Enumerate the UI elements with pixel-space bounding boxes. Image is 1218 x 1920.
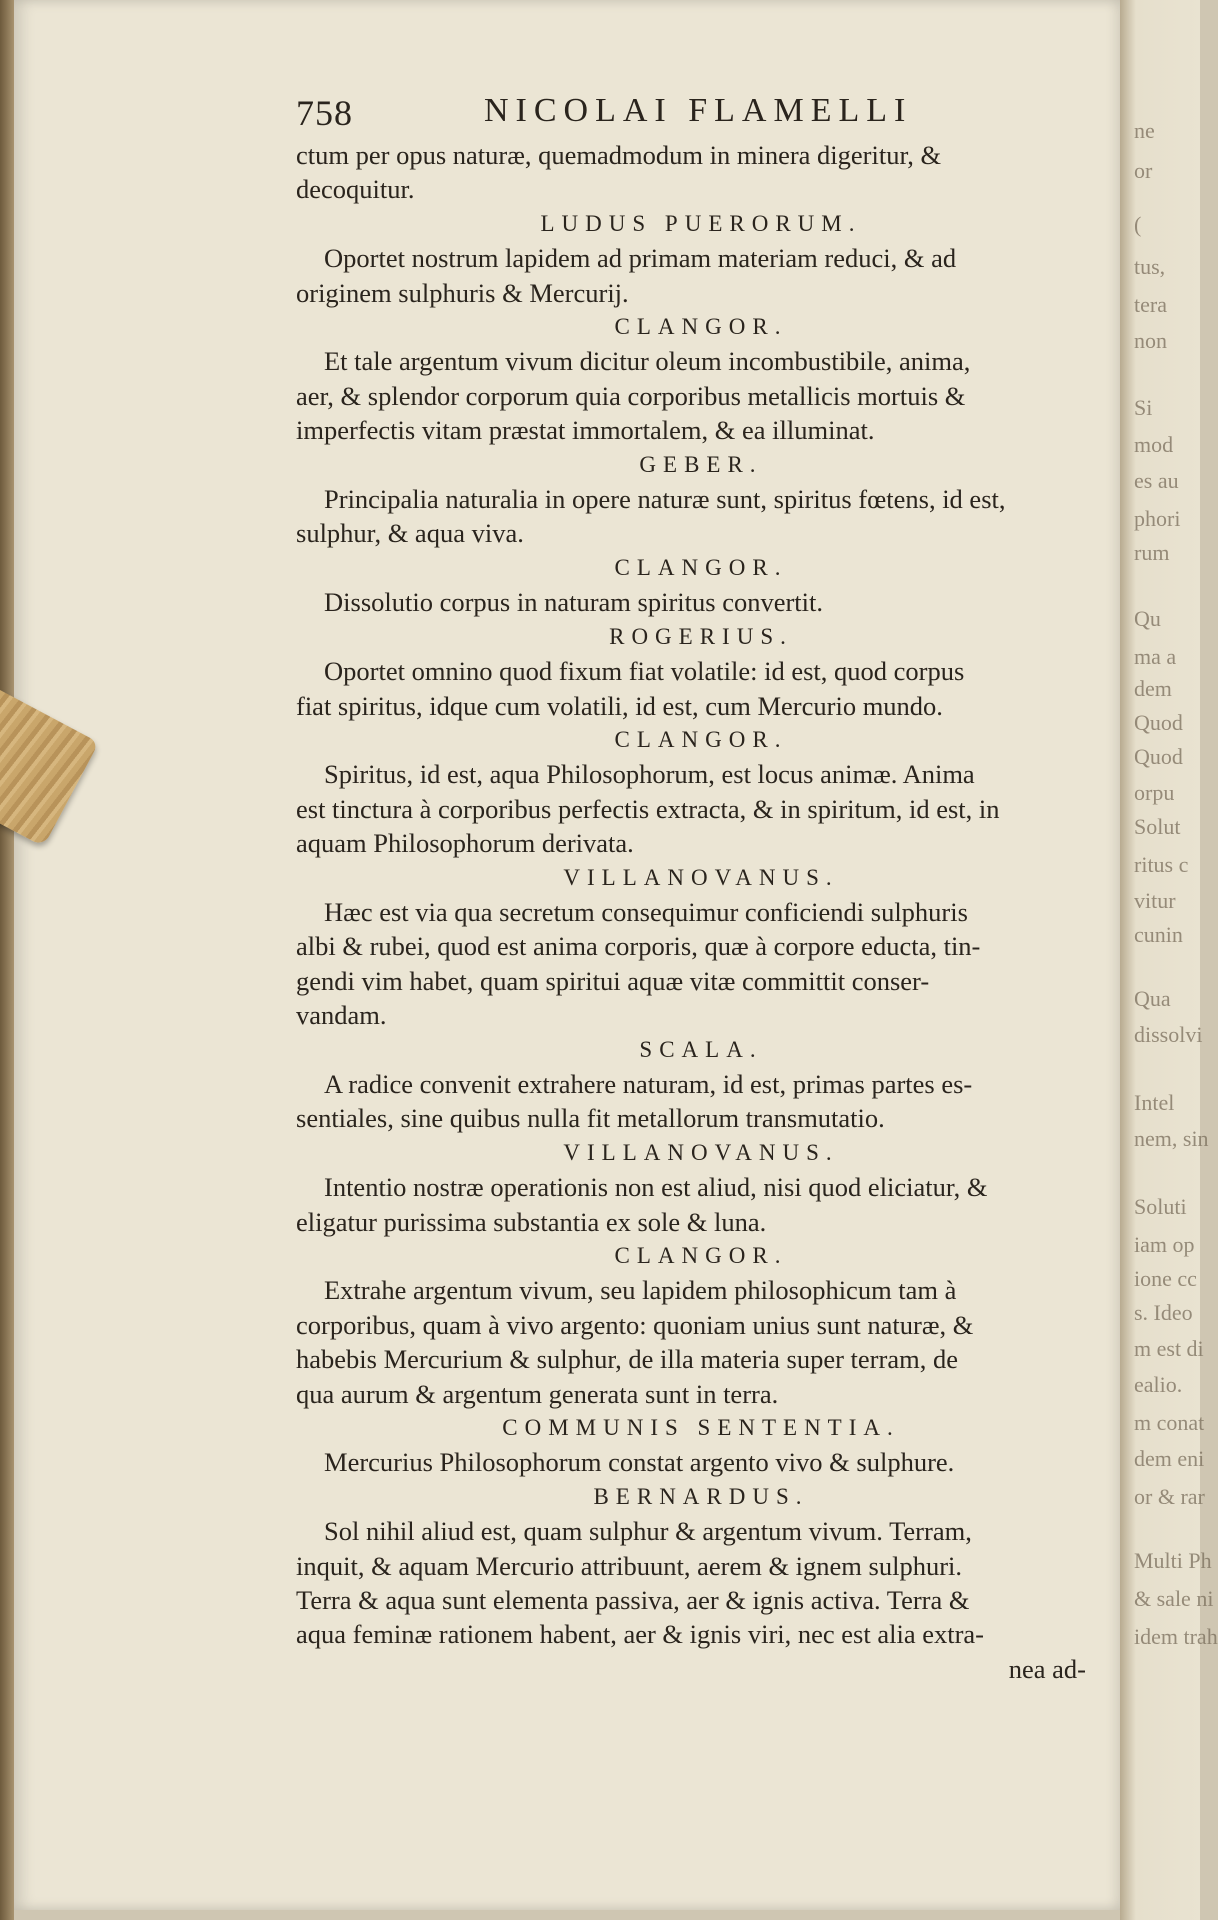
text-line: Principalia naturalia in opere naturæ sunt, spiritus fœtens, id est,: [324, 484, 1006, 515]
adjacent-page-fragment: or: [1134, 158, 1153, 183]
book-spine: [0, 0, 14, 1920]
section-heading: BERNARDUS.: [593, 1483, 809, 1509]
paragraph: [296, 757, 1106, 860]
adjacent-page-fragment: rum: [1134, 540, 1170, 565]
adjacent-page-fragment: ealio.: [1134, 1372, 1183, 1397]
adjacent-page-edge: [1120, 0, 1218, 1920]
section-heading: VILLANOVANUS.: [563, 1139, 839, 1165]
text-line: aer, & splendor corporum quia corporibus metallicis mortuis &: [296, 380, 966, 411]
text-line: sentiales, sine quibus nulla fit metallorum transmutatio.: [296, 1103, 885, 1134]
text-line: ctum per opus naturæ, quemadmodum in minera digeritur, &: [296, 140, 942, 170]
adjacent-page-fragment: ritus c: [1134, 852, 1189, 877]
adjacent-page-fragment: dissolvi: [1134, 1022, 1203, 1047]
adjacent-page-fragment: tera: [1134, 292, 1167, 317]
text-line: Sol nihil aliud est, quam sulphur & argentum vivum. Terram,: [324, 1516, 972, 1547]
text-line: originem sulphuris & Mercurij.: [296, 277, 629, 308]
text-line: Intentio nostræ operationis non est aliud, nisi quod eliciatur, &: [324, 1172, 988, 1203]
adjacent-page-fragment: idem trah: [1134, 1624, 1218, 1649]
text-line: A radice convenit extrahere naturam, id est, primas partes es-: [324, 1068, 973, 1099]
text-line: Extrahe argentum vivum, seu lapidem philosophicum tam à: [324, 1275, 957, 1306]
text-line: Mercurius Philosophorum constat argento vivo & sulphure.: [324, 1447, 955, 1478]
text-line: fiat spiritus, idque cum volatili, id est, cum Mercurio mundo.: [296, 690, 943, 721]
adjacent-page-fragment: Multi Ph: [1134, 1548, 1212, 1573]
adjacent-page-fragment: tus,: [1134, 254, 1166, 279]
adjacent-page-fragment: iam op: [1134, 1232, 1195, 1257]
text-line: qua aurum & argentum generata sunt in terra.: [296, 1378, 779, 1409]
adjacent-page-fragment: ma a: [1134, 644, 1177, 669]
paragraph: [296, 344, 1106, 447]
adjacent-page-fragment: non: [1134, 328, 1167, 353]
paragraph: [296, 1067, 1106, 1136]
page-number: 758: [296, 93, 353, 133]
text-line: Spiritus, id est, aqua Philosophorum, est locus animæ. Anima: [324, 759, 975, 790]
text-line: vandam.: [296, 1000, 387, 1031]
page-header: [296, 92, 1106, 138]
text-line: est tinctura à corporibus perfectis extracta, & in spiritum, id est, in: [296, 793, 1000, 824]
paragraph: [296, 1514, 1106, 1652]
text-line: Oportet nostrum lapidem ad primam materiam reduci, & ad: [324, 243, 957, 274]
text-line: imperfectis vitam præstat immortalem, & ea illuminat.: [296, 415, 875, 446]
adjacent-page-fragment: ne: [1134, 118, 1155, 143]
adjacent-page-fragment: es au: [1134, 468, 1179, 493]
paragraph: [296, 482, 1106, 551]
section-heading: CLANGOR.: [614, 726, 788, 752]
adjacent-page-fragment: vitur: [1134, 888, 1176, 913]
adjacent-page-fragment: & sale ni: [1134, 1586, 1214, 1611]
adjacent-page-fragment: Solut: [1134, 814, 1181, 839]
adjacent-page-fragment: mod: [1134, 432, 1174, 457]
adjacent-page-fragment: Qu: [1134, 606, 1161, 631]
section-heading: ROGERIUS.: [609, 623, 793, 649]
adjacent-page-fragment: Si: [1134, 395, 1153, 420]
text-line: decoquitur.: [296, 174, 415, 205]
text-line: aquam Philosophorum derivata.: [296, 828, 634, 859]
text-line: aqua feminæ rationem habent, aer & ignis viri, nec est alia extra-: [296, 1619, 985, 1650]
text-line: gendi vim habet, quam spiritui aquæ vitæ committit conser-: [296, 965, 930, 996]
adjacent-page-fragment: phori: [1134, 506, 1181, 531]
page-text: [296, 92, 1106, 1686]
section-heading: SCALA.: [639, 1036, 763, 1062]
paragraph: [296, 654, 1106, 723]
paragraph: [296, 585, 1106, 619]
text-line: inquit, & aquam Mercurio attribuunt, aerem & ignem sulphuri.: [296, 1550, 963, 1581]
adjacent-page-fragment: (: [1134, 212, 1142, 237]
adjacent-page-fragment: Soluti: [1134, 1194, 1187, 1219]
text-line: Dissolutio corpus in naturam spiritus convertit.: [324, 587, 824, 618]
section-heading: COMMUNIS SENTENTIA.: [502, 1415, 900, 1441]
paragraph: [296, 1170, 1106, 1239]
adjacent-page-fragment: nem, sin: [1134, 1126, 1209, 1151]
text-line: Hæc est via qua secretum consequimur conficiendi sulphuris: [324, 896, 968, 927]
text-line: Oportet omnino quod fixum fiat volatile: id est, quod corpus: [324, 656, 965, 687]
section-heading: CLANGOR.: [614, 554, 788, 580]
adjacent-page-fragment: cunin: [1134, 922, 1183, 947]
text-line: Et tale argentum vivum dicitur oleum incombustibile, anima,: [324, 346, 971, 377]
adjacent-page-fragment: Quod: [1134, 744, 1183, 769]
section-heading: CLANGOR.: [614, 1243, 788, 1268]
adjacent-page-fragment: ione cc: [1134, 1266, 1197, 1291]
text-line: sulphur, & aqua viva.: [296, 518, 524, 549]
text-line: eligatur purissima substantia ex sole & luna.: [296, 1206, 767, 1237]
paragraph: [296, 138, 1106, 207]
text-line: corporibus, quam à vivo argento: quoniam unius sunt naturæ, &: [296, 1309, 974, 1340]
text-line: albi & rubei, quod est anima corporis, quæ à corpore educta, tin-: [296, 931, 981, 962]
adjacent-page-fragment: orpu: [1134, 780, 1175, 805]
adjacent-page-fragment: s. Ideo: [1134, 1300, 1193, 1325]
paragraph: [296, 1273, 1106, 1411]
adjacent-page-fragment: or & rar: [1134, 1484, 1205, 1509]
adjacent-page-fragment: dem: [1134, 676, 1172, 701]
section-heading: CLANGOR.: [614, 314, 788, 340]
section-heading: VILLANOVANUS.: [563, 864, 839, 890]
catchword-block: [296, 1652, 1106, 1686]
section-heading: GEBER.: [639, 451, 763, 477]
text-line: Terra & aqua sunt elementa passiva, aer & ignis activa. Terra &: [296, 1585, 970, 1616]
adjacent-page-fragment: Intel: [1134, 1090, 1175, 1115]
adjacent-page-fragment: Qua: [1134, 986, 1171, 1011]
paragraph: [296, 241, 1106, 310]
text-line: habebis Mercurium & sulphur, de illa materia super terram, de: [296, 1344, 958, 1375]
paragraph: [296, 1445, 1106, 1479]
adjacent-page-fragment: dem eni: [1134, 1446, 1205, 1471]
paragraph: [296, 895, 1106, 1033]
running-title: NICOLAI FLAMELLI: [484, 92, 913, 129]
catchword: nea ad-: [1008, 1653, 1086, 1684]
adjacent-page-fragment: m conat: [1134, 1410, 1205, 1435]
adjacent-page-fragment: m est di: [1134, 1336, 1204, 1361]
adjacent-page-fragment: Quod: [1134, 710, 1183, 735]
section-heading: LUDUS PUERORUM.: [540, 210, 862, 236]
